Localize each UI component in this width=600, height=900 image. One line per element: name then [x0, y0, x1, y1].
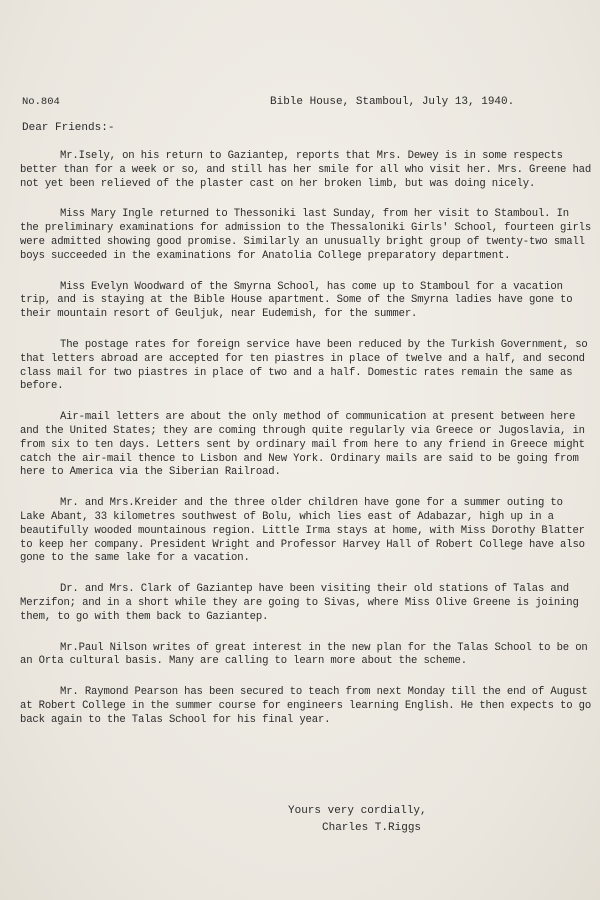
paragraph-nilson: Mr.Paul Nilson writes of great interest in the new plan for the Talas School to be on an Orta cultural basis. Many are calling to learn more about the scheme.: [20, 641, 588, 668]
paragraph-pearson: Mr. Raymond Pearson has been secured to teach from next Monday till the end of August at Robert College in the summer course for engineers learning English. He then expects to go back again to the Talas School for his final year.: [20, 686, 592, 726]
paragraph-isely: Mr.Isely, on his return to Gaziantep, reports that Mrs. Dewey is in some respects better than for a week or so, and still has her smile for all who visit her. Mrs. Greene had not yet been relieved of the plaster cast on her broken limb, but was doing nicely.: [20, 150, 592, 190]
salutation: Dear Friends:-: [22, 122, 115, 134]
place-and-date: Bible House, Stamboul, July 13, 1940.: [270, 96, 515, 108]
paragraph-ingle: Miss Mary Ingle returned to Thessoniki last Sunday, from her visit to Stamboul. In the preliminary examinations for admission to the Thessaloniki Girls' School, fourteen girls were admitted showing good promise. Similarly an unusually bright group of twenty-two small boys succeeded in the examinations for Anatolia College preparatory department.: [20, 208, 592, 262]
paragraph-postage: The postage rates for foreign service have been reduced by the Turkish Government, so that letters abroad are accepted for ten piastres in place of twelve and a half, and second class mail for two piastres in place of two and a half. Domestic rates remain the same as before.: [20, 338, 588, 393]
letter-closing: [288, 803, 427, 837]
letter-number: No.804: [22, 96, 60, 108]
paragraph-woodward: Miss Evelyn Woodward of the Smyrna School, has come up to Stamboul for a vacation trip, and is staying at the Bible House apartment. Some of the Smyrna ladies have gone to their mountain resort of Geuljuk, near Eudemish, for the summer.: [20, 280, 573, 321]
closing-phrase: Yours very cordially,: [288, 805, 427, 817]
paragraph-kreider: Mr. and Mrs.Kreider and the three older children have gone for a summer outing to Lake Abant, 33 kilometres southwest of Bolu, which lies east of Adabazar, high up in a beautifully wooded mountainous region. Little Irma stays at home, with Miss Dorothy Blatter to keep her company. President Wright and Professor Harvey Hall of Robert College have also gone to the same lake for a vacation.: [20, 497, 585, 565]
signature: Charles T.Riggs: [322, 822, 422, 834]
paragraph-clark: Dr. and Mrs. Clark of Gaziantep have been visiting their old stations of Talas and Merzifon; and in a short while they are going to Sivas, where Miss Olive Greene is joining them, to go with them back to Gaziantep.: [20, 583, 579, 623]
letter-header: [22, 96, 570, 112]
letter-body: [20, 150, 592, 745]
paragraph-air-mail: Air-mail letters are about the only method of communication at present between here and the United States; they are coming through quite regularly via Greece or Jugoslavia, in from six to ten days. Letters sent by ordinary mail from here to any friend in Greece might catch the air-mail thence to Lisbon and New York. Ordinary mails are said to be going from here to America via the Siberian Railroad.: [20, 411, 585, 479]
